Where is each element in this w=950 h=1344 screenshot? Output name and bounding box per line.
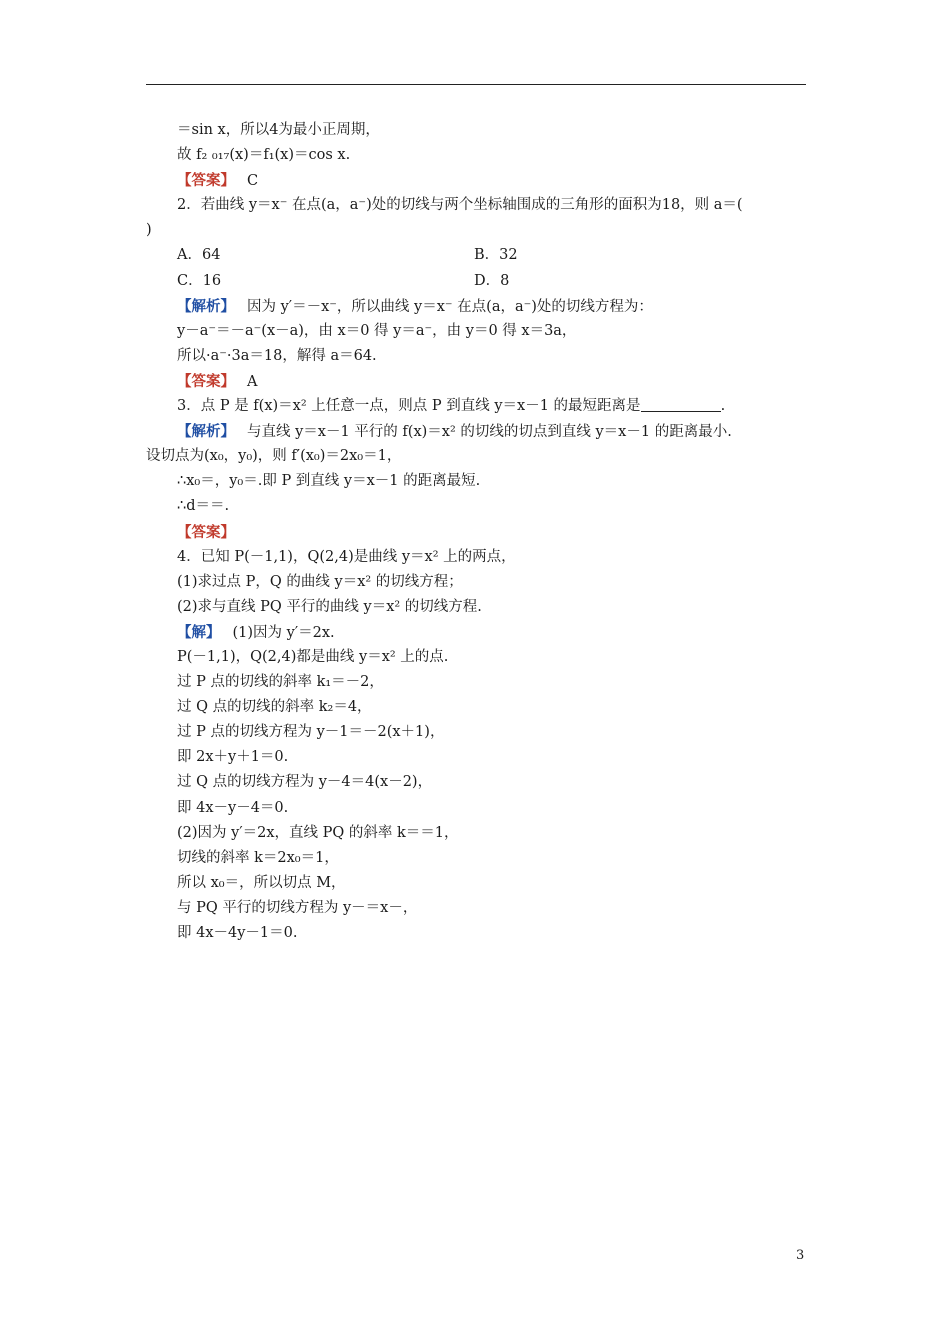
text-line <box>146 720 806 745</box>
text-line <box>146 645 806 670</box>
line-text: 2．若曲线 y＝x⁻ 在点(a，a⁻)处的切线与两个坐标轴围成的三角形的面积为18，则 a＝( <box>177 197 743 214</box>
text-line <box>146 545 806 570</box>
text-line <box>146 419 806 444</box>
text-line <box>146 896 806 921</box>
line-text: (2)因为 y′＝2x，直线 PQ 的斜率 k＝＝1， <box>177 824 459 841</box>
text-line <box>146 444 806 469</box>
text-line <box>146 494 806 519</box>
text-line <box>146 218 806 243</box>
text-line <box>146 118 806 143</box>
line-text: 即 2x＋y＋1＝0. <box>177 749 289 766</box>
line-text: (2)求与直线 PQ 平行的曲线 y＝x² 的切线方程. <box>177 598 482 615</box>
line-text: 故 f₂ ₀₁₇(x)＝f₁(x)＝cos x. <box>177 147 351 164</box>
answer-blank <box>641 397 721 412</box>
text-line <box>146 796 806 821</box>
line-text: 过 Q 点的切线方程为 y－4＝4(x－2)， <box>177 774 433 791</box>
line-text: 设切点为(x₀，y₀)，则 f′(x₀)＝2x₀＝1， <box>146 448 402 465</box>
text-line <box>146 344 806 369</box>
text-line <box>146 143 806 168</box>
section-tag: 【解析】 <box>177 423 235 441</box>
line-text: 与 PQ 平行的切线方程为 y－＝x－， <box>177 899 418 916</box>
text-line <box>146 520 806 545</box>
line-text: C <box>247 173 259 190</box>
line-text: 与直线 y＝x－1 平行的 f(x)＝x² 的切线的切点到直线 y＝x－1 的距离最小. <box>247 424 732 441</box>
line-text-end: . <box>720 398 726 415</box>
text-line <box>146 294 806 319</box>
line-text: 所以·a⁻·3a＝18，解得 a＝64. <box>177 347 377 364</box>
text-line <box>146 570 806 595</box>
text-line <box>146 595 806 620</box>
line-text: ∴x₀＝，y₀＝.即 P 到直线 y＝x－1 的距离最短. <box>177 473 481 490</box>
option-left: A．64 <box>177 247 221 264</box>
line-text: 因为 y′＝－x⁻，所以曲线 y＝x⁻ 在点(a，a⁻)处的切线方程为： <box>247 298 653 315</box>
text-line <box>146 369 806 394</box>
text-line <box>146 670 806 695</box>
option-left: C．16 <box>177 272 222 289</box>
text-line <box>146 620 806 645</box>
text-line <box>146 168 806 193</box>
text-line <box>146 846 806 871</box>
text-line <box>146 770 806 795</box>
line-text: 即 4x－y－4＝0. <box>177 799 289 816</box>
line-text: y－a⁻＝－a⁻(x－a)，由 x＝0 得 y＝a⁻，由 y＝0 得 x＝3a， <box>177 322 577 339</box>
text-line <box>146 745 806 770</box>
text-line <box>146 394 806 419</box>
line-text: 过 P 点的切线方程为 y－1＝－2(x＋1)， <box>177 724 445 741</box>
text-line <box>146 871 806 896</box>
text-line <box>146 821 806 846</box>
text-line <box>146 193 806 218</box>
option-right: B．32 <box>474 247 518 264</box>
text-line <box>146 921 806 946</box>
line-text: A <box>247 373 258 390</box>
line-text: (1)求过点 P，Q 的曲线 y＝x² 的切线方程； <box>177 573 463 590</box>
section-tag: 【解】 <box>177 623 221 641</box>
line-text: 切线的斜率 k＝2x₀＝1， <box>177 849 339 866</box>
section-tag: 【答案】 <box>177 172 235 190</box>
text-line <box>146 319 806 344</box>
line-text: (1)因为 y′＝2x. <box>232 624 335 641</box>
text-line <box>146 695 806 720</box>
line-text: ＝sin x，所以4为最小正周期， <box>177 122 380 138</box>
line-text: 即 4x－4y－1＝0. <box>177 925 298 941</box>
section-tag: 【解析】 <box>177 297 235 315</box>
text-line <box>146 243 806 268</box>
header-rule <box>146 84 806 85</box>
line-text: 3．点 P 是 f(x)＝x² 上任意一点，则点 P 到直线 y＝x－1 的最短距离是 <box>177 398 641 415</box>
document-body <box>146 118 806 946</box>
line-text: ) <box>146 222 152 239</box>
line-text: 过 P 点的切线的斜率 k₁＝－2， <box>177 674 384 691</box>
line-text: ∴d＝＝. <box>177 498 230 515</box>
text-line <box>146 469 806 494</box>
line-text: 过 Q 点的切线的斜率 k₂＝4， <box>177 699 372 716</box>
line-text: 所以 x₀＝，所以切点 M， <box>177 874 346 891</box>
line-text: 4．已知 P(－1,1)，Q(2,4)是曲线 y＝x² 上的两点， <box>177 548 516 565</box>
text-line <box>146 269 806 294</box>
option-right: D．8 <box>474 272 510 289</box>
page-number: 3 <box>796 1248 805 1263</box>
section-tag: 【答案】 <box>177 372 235 390</box>
line-text: P(－1,1)，Q(2,4)都是曲线 y＝x² 上的点. <box>177 648 449 665</box>
section-tag: 【答案】 <box>177 523 235 541</box>
